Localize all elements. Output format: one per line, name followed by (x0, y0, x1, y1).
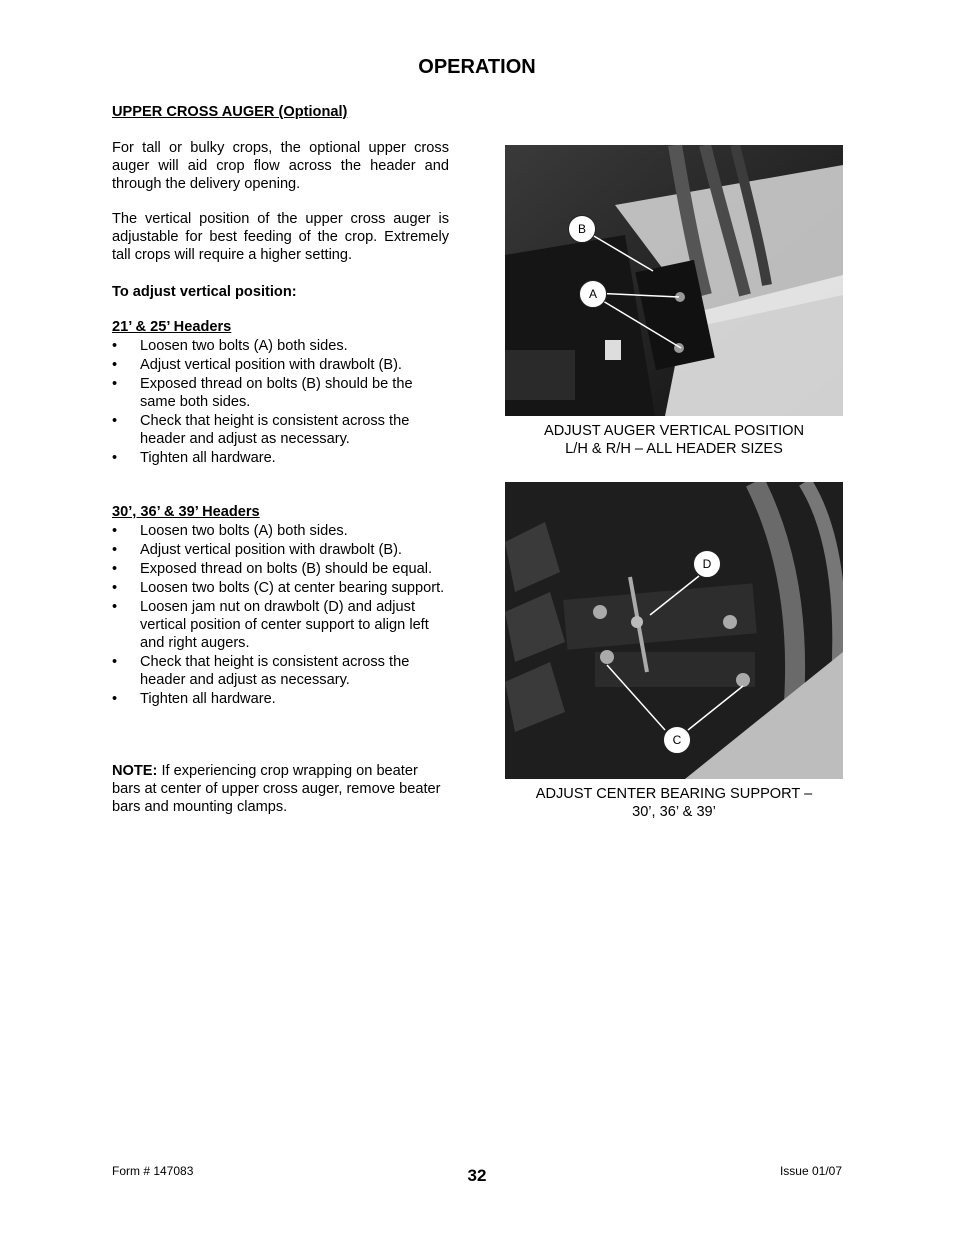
footer-issue: Issue 01/07 (779, 1164, 842, 1178)
list-item: • Tighten all hardware. (112, 449, 449, 467)
note-paragraph (112, 762, 449, 816)
list-item: • Tighten all hardware. (112, 690, 449, 708)
note-text: If experiencing crop wrapping on beater bars at center of upper cross auger, remove beater bars and mounting clamps. (112, 763, 441, 815)
adjust-heading: To adjust vertical position: (112, 284, 297, 300)
callout-b: B (568, 215, 596, 243)
caption-line: L/H & R/H – ALL HEADER SIZES (565, 441, 783, 457)
group1-list (112, 337, 449, 468)
list-item: • Check that height is consistent across the header and adjust as necessary. (112, 653, 449, 689)
callout-a: A (579, 280, 607, 308)
intro-paragraph-2 (112, 210, 449, 264)
auger-photo-illustration (505, 145, 843, 416)
page-number: 32 (467, 1166, 487, 1185)
list-item: • Loosen two bolts (A) both sides. (112, 522, 449, 540)
figure-auger-vertical-position (505, 145, 843, 416)
list-item: • Check that height is consistent across the header and adjust as necessary. (112, 412, 449, 448)
caption-line: ADJUST AUGER VERTICAL POSITION (543, 423, 805, 439)
note-label: NOTE: (112, 763, 158, 779)
list-item: • Loosen two bolts (A) both sides. (112, 337, 449, 355)
caption-line: 30’, 36’ & 39’ (632, 804, 716, 820)
list-item: • Loosen two bolts (C) at center bearing support. (112, 579, 449, 597)
paragraph-text: For tall or bulky crops, the optional upper cross auger will aid crop flow across the header and through the delivery opening. (112, 140, 449, 192)
page-title: OPERATION (418, 56, 536, 78)
callout-d: D (693, 550, 721, 578)
callout-c: C (663, 726, 691, 754)
footer-form-number: Form # 147083 (112, 1164, 194, 1178)
group1-heading: 21’ & 25’ Headers (112, 319, 232, 335)
list-item: • Loosen jam nut on drawbolt (D) and adjust vertical position of center support to align left and right augers. (112, 598, 449, 652)
figure2-caption (505, 785, 843, 821)
intro-paragraph-1 (112, 139, 449, 193)
section-title: UPPER CROSS AUGER (Optional) (112, 104, 348, 120)
caption-line: ADJUST CENTER BEARING SUPPORT – (535, 786, 813, 802)
list-item: • Adjust vertical position with drawbolt (B). (112, 541, 449, 559)
list-item: • Exposed thread on bolts (B) should be the same both sides. (112, 375, 449, 411)
paragraph-text: The vertical position of the upper cross auger is adjustable for best feeding of the crop. Extremely tall crops will require a higher setting. (112, 211, 449, 263)
group2-heading: 30’, 36’ & 39’ Headers (112, 504, 260, 520)
list-item: • Exposed thread on bolts (B) should be equal. (112, 560, 449, 578)
figure-center-bearing-support (505, 482, 843, 779)
list-item: • Adjust vertical position with drawbolt (B). (112, 356, 449, 374)
figure1-caption (505, 422, 843, 458)
group2-list (112, 522, 449, 709)
